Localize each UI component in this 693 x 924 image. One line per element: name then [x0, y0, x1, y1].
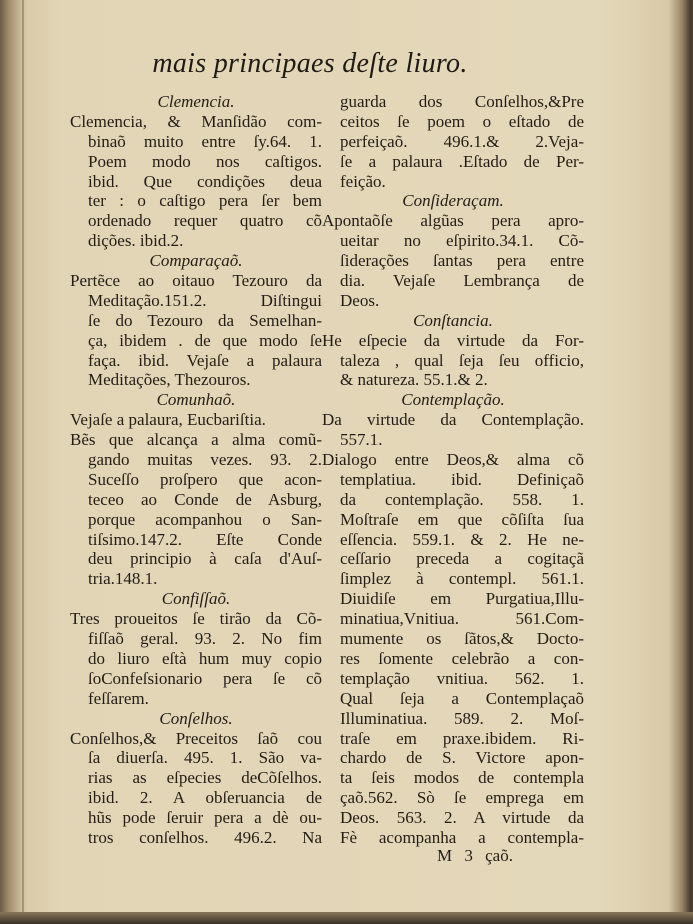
running-head: mais principaes deſte liuro. — [152, 48, 468, 79]
index-entry-line: Bẽs que alcança a alma comũ- — [70, 430, 322, 450]
index-entry-line: ſimplez à contempl. 561.1. — [340, 569, 584, 589]
index-entry-line: Dialogo entre Deos,& alma cõ — [322, 450, 584, 470]
index-entry-line: porque acompanhou o San- — [88, 509, 322, 529]
index-entry-line: guarda dos Conſelhos,&Pre — [340, 92, 584, 111]
index-entry-line: faça. ibid. Vejaſe a palaura — [88, 350, 322, 370]
index-entry-line: tiſsimo.147.2. Eſte Conde — [88, 529, 322, 549]
index-column-left — [70, 92, 322, 848]
index-entry-line: ta ſeis modos de contempla — [340, 768, 584, 788]
index-entry-line: Vejaſe a palaura, Eucbariſtia. — [70, 410, 266, 430]
index-entry-line: taleza , qual ſeja ſeu officio, — [340, 350, 584, 370]
index-entry-line: ter : o caſtigo pera ſer bem — [88, 191, 322, 211]
index-entry-line: mumente os ſãtos,& Doctо- — [340, 629, 584, 649]
index-entry-line: Poem modo nos caſtigos. — [88, 151, 322, 171]
index-entry-line: hũs pode ſeruir pera a dè ou- — [88, 808, 322, 828]
index-entry-line: ſa diuerſa. 495. 1. São va- — [88, 748, 322, 768]
index-entry-line: minatiua,Vnitiua. 561.Com- — [340, 609, 584, 629]
page-bottom-edge — [0, 912, 693, 924]
page-gutter — [22, 0, 24, 924]
index-entry-line: feição. — [340, 171, 386, 191]
index-entry-line: ſiderações ſantas pera entre — [340, 251, 584, 271]
index-entry-line: Da virtude da Contemplação. — [322, 410, 584, 430]
index-entry-line: Pertẽce ao oitauo Tezouro da — [70, 271, 322, 291]
index-entry-line: Clemencia, & Manſidão com- — [70, 111, 322, 131]
index-heading: Clemencia. — [157, 92, 235, 111]
index-entry-line: Qual ſeja a Contemplaçaõ — [340, 688, 584, 708]
index-entry-line: ordenado requer quatro cõ — [88, 211, 322, 231]
index-entry-line: templatiua. ibid. Definiçaõ — [340, 469, 584, 489]
index-heading: Confiſſaõ. — [161, 589, 231, 609]
index-entry-line: tros conſelhos. 496.2. Na — [88, 827, 322, 847]
index-heading: Comparaçaõ. — [149, 251, 243, 271]
signature-mark: M 3 — [437, 846, 473, 865]
index-entry-line: ça, ibidem . de que modo ſe — [88, 330, 322, 350]
index-entry-line: Meditação.151.2. Diſtingui — [88, 290, 322, 310]
index-entry-line: & natureza. 55.1.& 2. — [340, 370, 488, 390]
index-entry-line: da contemplação. 558. 1. — [340, 489, 584, 509]
index-entry-line: deu principio à caſa d'Auſ- — [88, 549, 322, 569]
index-entry-line: ibid. 2. A obſeruancia de — [88, 788, 322, 808]
index-entry-line: perfeiçaõ. 496.1.& 2.Veja- — [340, 131, 584, 151]
index-column-right — [322, 92, 584, 848]
index-entry-line: ceſſario preceda a cogitaçã — [340, 549, 584, 569]
index-entry-line: Meditações, Thezouros. — [88, 370, 251, 390]
index-heading: Contemplação. — [401, 390, 505, 410]
index-entry-line: Illuminatiua. 589. 2. Moſ- — [340, 708, 584, 728]
index-entry-line: ſe a palaura .Eſtado de Per- — [340, 151, 584, 171]
index-entry-line: dições. ibid.2. — [88, 231, 184, 251]
index-entry-line: binaõ muito entre ſy.64. 1. — [88, 131, 322, 151]
index-entry-line: ibid. Que condições deua — [88, 171, 322, 191]
index-entry-line: 557.1. — [340, 430, 383, 450]
index-entry-line: traſe em praxe.ibidem. Ri- — [340, 728, 584, 748]
index-entry-line: templação vnitiua. 562. 1. — [340, 668, 584, 688]
index-entry-line: Apontaõſe algũas pera apro- — [322, 211, 584, 231]
index-entry-line: eſſencia. 559.1. & 2. He ne- — [340, 529, 584, 549]
index-entry-line: teceo ao Conde de Asburg, — [88, 489, 322, 509]
index-heading: Conſelhos. — [159, 708, 233, 728]
index-heading: Conſtancia. — [413, 310, 493, 330]
index-entry-line: Deos. 563. 2. A virtude da — [340, 808, 584, 828]
index-entry-line: rias as eſpecies deCõſelhos. — [88, 768, 322, 788]
index-entry-line: Conſelhos,& Preceitos ſaõ cou — [70, 728, 322, 748]
index-entry-line: ſoConfeſsionario pera ſe cõ — [88, 668, 322, 688]
index-entry-line: chardo de S. Victore apon- — [340, 748, 584, 768]
index-entry-line: Fè acompanha a contempla- — [340, 827, 584, 847]
index-entry-line: He eſpecie da virtude da For- — [322, 330, 584, 350]
index-entry-line: Suceſſo proſpero que acon- — [88, 469, 322, 489]
index-entry-line: çaõ.562. Sò ſe emprega em — [340, 788, 584, 808]
index-entry-line: Moſtraſe em que cõſiſta ſua — [340, 509, 584, 529]
index-entry-line: ſe do Tezouro da Semelhan- — [88, 310, 322, 330]
index-heading: Conſideraçam. — [402, 191, 504, 211]
index-entry-line: ceitos ſe poem o eſtado de — [340, 111, 584, 131]
index-entry-line: dia. Vejaſe Lembrança de — [340, 271, 584, 291]
index-entry-line: do liuro eſtà hum muy copio — [88, 648, 322, 668]
index-entry-line: fiſſaõ geral. 93. 2. No fim — [88, 629, 322, 649]
index-heading: Comunhaõ. — [156, 390, 236, 410]
index-entry-line: ueitar no eſpirito.34.1. Cõ- — [340, 231, 584, 251]
index-entry-line: Diuidiſe em Purgatiua,Illu- — [340, 589, 584, 609]
index-entry-line: feſſarem. — [88, 688, 149, 708]
index-entry-line: Tres proueitos ſe tirão da Cõ- — [70, 609, 322, 629]
signature-catchword — [437, 846, 513, 866]
catchword: çaõ. — [485, 846, 513, 865]
index-entry-line: gando muitas vezes. 93. 2. — [88, 450, 322, 470]
index-entry-line: res ſomente celebrão a con- — [340, 648, 584, 668]
index-entry-line: Deos. — [340, 290, 380, 310]
index-entry-line: tria.148.1. — [88, 569, 158, 589]
